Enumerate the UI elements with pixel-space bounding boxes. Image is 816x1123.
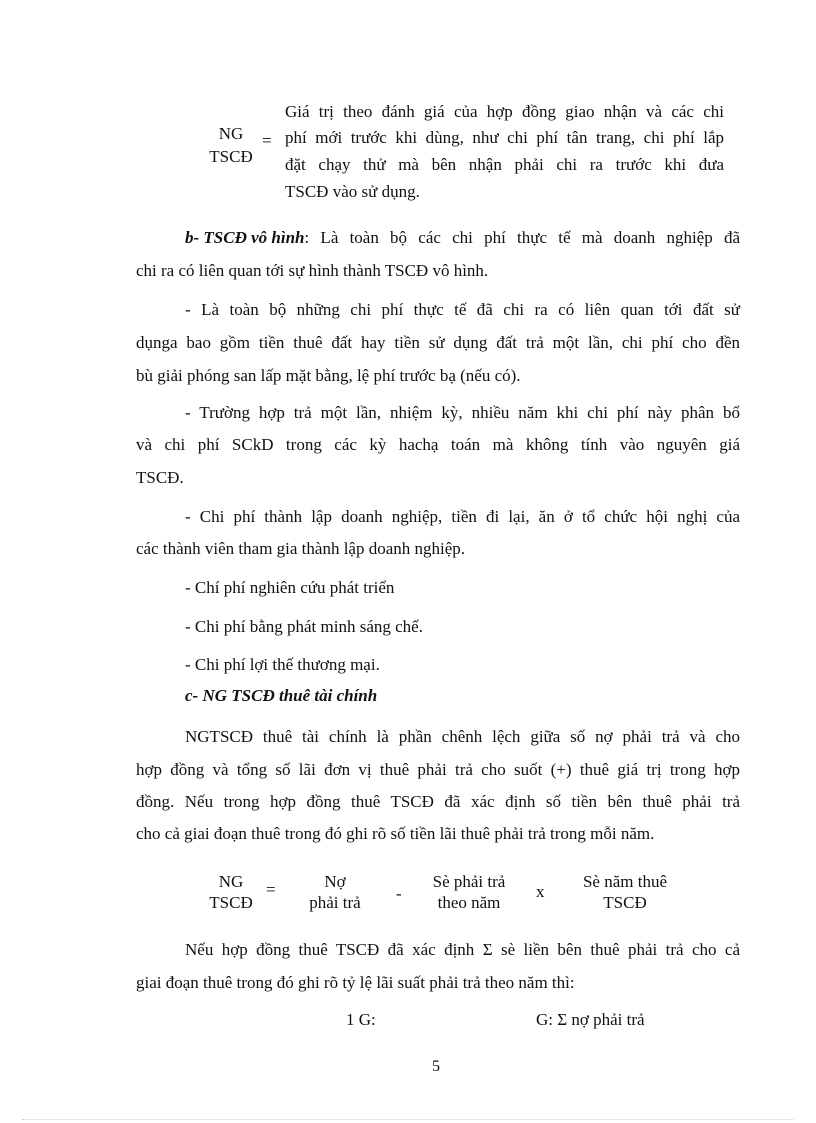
section-b-heading: b- TSCĐ vô hình [185, 228, 305, 247]
paragraph-line: Nếu hợp đồng thuê TSCĐ đã xác định Σ sè liền bên thuê phải trả cho cả [185, 940, 740, 959]
formula-term-annual-top: Sè phải trả [432, 872, 506, 891]
formula-label-left: 1 G: [346, 1010, 376, 1029]
list-item: - Chí phí nghiên cứu phát triển [185, 578, 395, 597]
formula-lhs-top: NG [218, 872, 244, 891]
formula-lhs-bottom: TSCĐ [209, 893, 253, 912]
list-item: - Chi phí lợi thế thương mại. [185, 655, 380, 674]
formula-rhs-line: TSCĐ vào sử dụng. [285, 182, 420, 201]
section-b-intro-line [185, 228, 740, 248]
formula-minus-sign: - [396, 884, 402, 903]
section-b-intro-line2: chi ra có liên quan tới sự hình thành TSCĐ vô hình. [136, 261, 489, 280]
formula-term-debt-bottom: phải trả [309, 893, 361, 912]
formula-term-years-bottom: TSCĐ [603, 893, 647, 912]
page-bottom-divider [22, 1119, 794, 1120]
page-number: 5 [432, 1058, 440, 1075]
formula-term-annual-bottom: theo năm [437, 893, 501, 912]
formula-equals-sign: = [266, 880, 276, 899]
paragraph-line: cho cả giai đoạn thuê trong đó ghi rõ số tiền lãi thuê phải trả trong mỗi năm. [136, 824, 655, 843]
paragraph-line: đồng. Nếu trong hợp đồng thuê TSCĐ đã xác định số tiền bên thuê phải trả [136, 792, 740, 811]
formula-equals-sign: = [262, 131, 272, 150]
paragraph-line: - Là toàn bộ những chi phí thực tế đã chi ra có liên quan tới đất sử [185, 300, 740, 319]
formula-label-right: G: Σ nợ phải trả [536, 1010, 645, 1029]
paragraph-line: hợp đồng và tổng số lãi đơn vị thuê phải trả cho suốt (+) thuê giá trị trong hợp [136, 760, 740, 779]
paragraph-line: - Trường hợp trả một lần, nhiệm kỳ, nhiều năm khi chi phí này phân bổ [185, 403, 740, 422]
formula-term-debt-top: Nợ [324, 872, 346, 891]
formula-rhs-line: đặt chạy thử mà bên nhận phải chi ra trước khi đưa [285, 155, 724, 174]
formula-rhs-line: phí mới trước khi dùng, như chi phí tân trang, chi phí lắp [285, 128, 724, 147]
list-item: - Chi phí bằng phát minh sáng chế. [185, 617, 423, 636]
section-c-heading: c- NG TSCĐ thuê tài chính [185, 686, 378, 705]
paragraph-line: dụnga bao gồm tiền thuê đất hay tiền sử dụng đất trả một lần, chi phí cho đền [136, 333, 740, 352]
formula-rhs-line: Giá trị theo đánh giá của hợp đồng giao nhận và các chi [285, 102, 724, 121]
paragraph-line: các thành viên tham gia thành lập doanh nghiệp. [136, 539, 466, 558]
formula-lhs-bottom: TSCĐ [209, 147, 253, 166]
paragraph-line: TSCĐ. [136, 468, 184, 487]
paragraph-line: - Chi phí thành lập doanh nghiệp, tiền đi lại, ăn ở tổ chức hội nghị của [185, 507, 740, 526]
paragraph-line: giai đoạn thuê trong đó ghi rõ tỷ lệ lãi suất phải trả theo năm thì: [136, 973, 575, 992]
paragraph-line: và chi phí SCkD trong các kỳ hachạ toán mà không tính vào nguyên giá [136, 435, 740, 454]
section-b-intro-text: : Là toàn bộ các chi phí thực tế mà doanh nghiệp đã [304, 228, 740, 247]
paragraph-line: bù giải phóng san lấp mặt bằng, lệ phí trước bạ (nếu có). [136, 366, 521, 385]
formula-times-sign: x [536, 882, 545, 901]
formula-lhs-top: NG [218, 124, 244, 143]
formula-term-years-top: Sè năm thuê [582, 872, 668, 891]
paragraph-line: NGTSCĐ thuê tài chính là phần chênh lệch giữa số nợ phải trả và cho [185, 727, 740, 746]
